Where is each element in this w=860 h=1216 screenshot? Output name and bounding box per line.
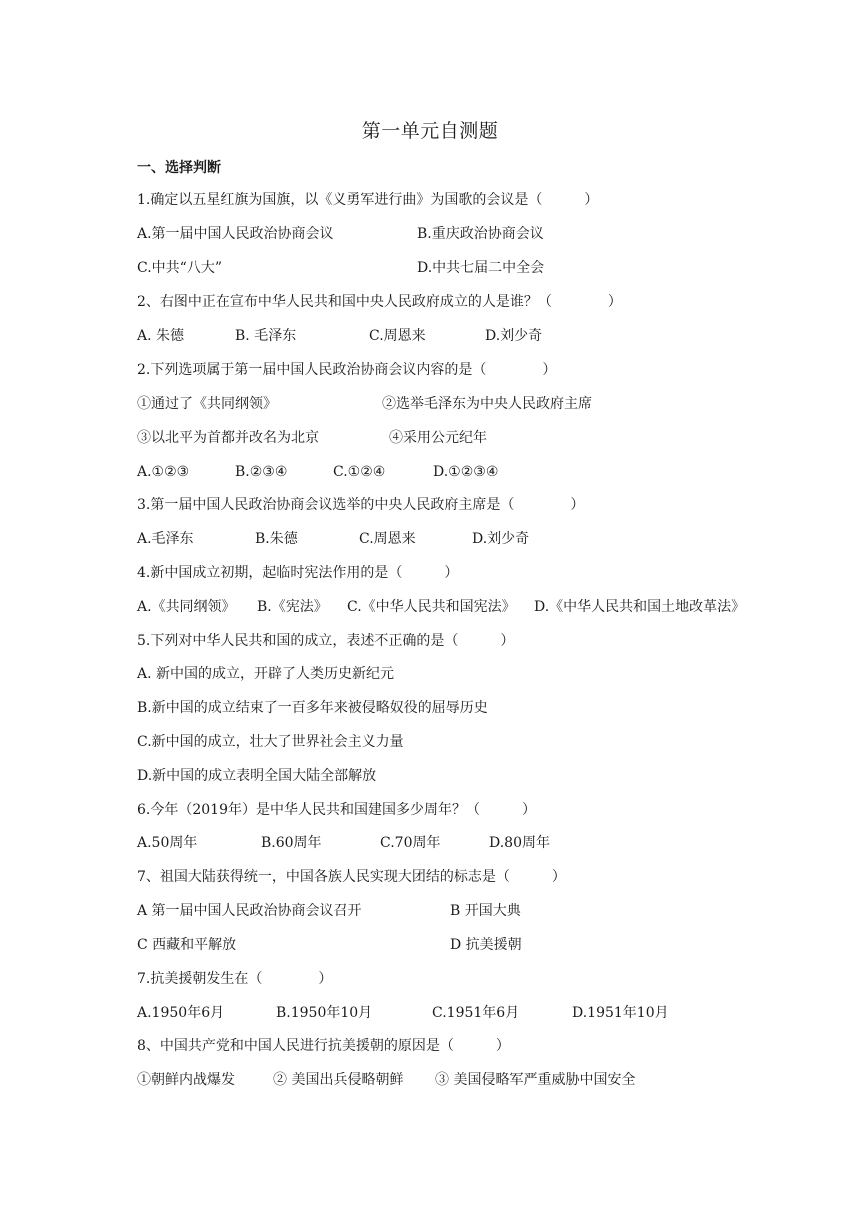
question-text: C.新中国的成立，壮大了世界社会主义力量 — [137, 734, 404, 750]
option-text: ①朝鲜内战爆发 — [137, 1072, 235, 1088]
question-text: 7、祖国大陆获得统一，中国各族人民实现大团结的标志是（ ） — [137, 869, 566, 885]
option-text: B.60周年 — [261, 835, 322, 851]
option-text: C.《中华人民共和国宪法》 — [347, 599, 516, 615]
option-text: A.毛泽东 — [137, 531, 194, 547]
option-text: A.①②③ — [137, 464, 190, 480]
option-text: D.①②③④ — [433, 464, 499, 480]
option-text: D.中共七届二中全会 — [417, 260, 545, 276]
option-text: C.中共“八大” — [137, 260, 222, 276]
question-text: B.新中国的成立结束了一百多年来被侵略奴役的屈辱历史 — [137, 700, 488, 716]
page-title: 第一单元自测题 — [361, 120, 499, 142]
option-text: A.《共同纲领》 — [137, 599, 236, 615]
option-text: C.周恩来 — [369, 328, 426, 344]
option-text: A.第一届中国人民政治协商会议 — [137, 226, 334, 242]
option-text: D.刘少奇 — [485, 328, 543, 344]
option-text: A 第一届中国人民政治协商会议召开 — [137, 903, 362, 919]
option-text: C.1951年6月 — [432, 1005, 520, 1021]
option-text: ③ 美国侵略军严重威胁中国安全 — [435, 1072, 636, 1088]
option-text: B. 毛泽东 — [235, 328, 297, 344]
option-text: ②选举毛泽东为中央人民政府主席 — [382, 396, 592, 412]
option-text: D 抗美援朝 — [450, 937, 522, 953]
option-text: D.刘少奇 — [472, 531, 530, 547]
question-text: A. 新中国的成立，开辟了人类历史新纪元 — [137, 666, 395, 682]
option-text: C.周恩来 — [359, 531, 416, 547]
question-text: D.新中国的成立表明全国大陆全部解放 — [137, 768, 377, 784]
option-text: A. 朱德 — [137, 328, 185, 344]
option-text: B 开国大典 — [450, 903, 521, 919]
question-text: 8、中国共产党和中国人民进行抗美援朝的原因是（ ） — [137, 1038, 510, 1054]
option-text: D.1951年10月 — [572, 1005, 669, 1021]
question-text: 4.新中国成立初期，起临时宪法作用的是（ ） — [137, 565, 459, 581]
option-text: A.1950年6月 — [137, 1005, 225, 1021]
option-text: ③以北平为首都并改名为北京 — [137, 430, 319, 446]
question-text: 6.今年（2019年）是中华人民共和国建国多少周年？（ ） — [137, 802, 536, 818]
option-text: A.50周年 — [137, 835, 198, 851]
option-text: C 西藏和平解放 — [137, 937, 237, 953]
question-text: 5.下列对中华人民共和国的成立，表述不正确的是（ ） — [137, 633, 515, 649]
section-heading: 一、选择判断 — [137, 160, 221, 176]
option-text: C.①②④ — [333, 464, 386, 480]
option-text: ② 美国出兵侵略朝鲜 — [273, 1072, 404, 1088]
option-text: D.80周年 — [489, 835, 550, 851]
question-text: 2、右图中正在宣布中华人民共和国中央人民政府成立的人是谁？（ ） — [137, 294, 622, 310]
question-text: 2.下列选项属于第一届中国人民政治协商会议内容的是（ ） — [137, 362, 557, 378]
option-text: ④采用公元纪年 — [389, 430, 487, 446]
option-text: B.朱德 — [255, 531, 298, 547]
option-text: B.《宪法》 — [257, 599, 328, 615]
option-text: B.重庆政治协商会议 — [417, 226, 544, 242]
option-text: C.70周年 — [380, 835, 441, 851]
option-text: B.1950年10月 — [276, 1005, 373, 1021]
option-text: ①通过了《共同纲领》 — [137, 396, 277, 412]
option-text: D.《中华人民共和国土地改革法》 — [534, 599, 746, 615]
option-text: B.②③④ — [235, 464, 288, 480]
question-text: 3.第一届中国人民政治协商会议选举的中央人民政府主席是（ ） — [137, 497, 585, 513]
question-text: 7.抗美援朝发生在（ ） — [137, 971, 333, 987]
question-text: 1.确定以五星红旗为国旗，以《义勇军进行曲》为国歌的会议是（ ） — [137, 192, 599, 208]
